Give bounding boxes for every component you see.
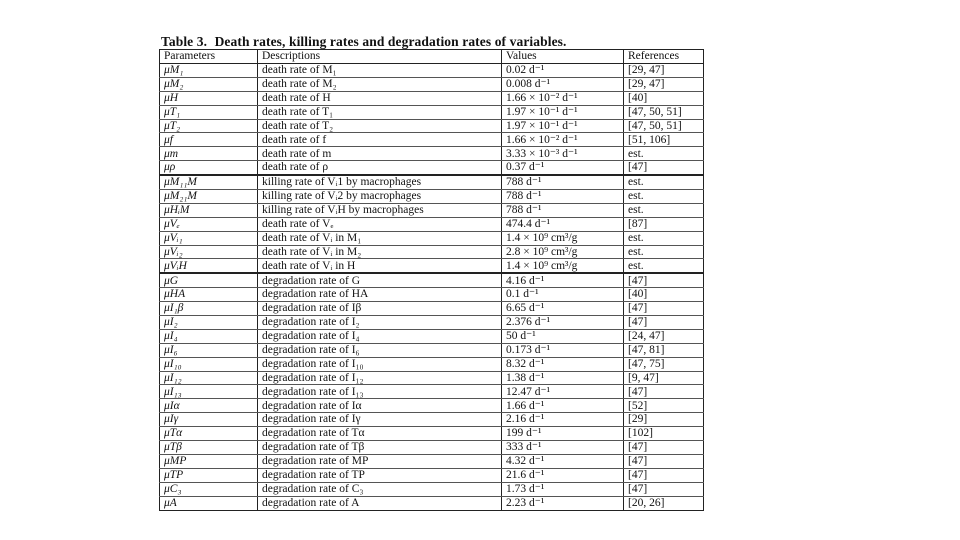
reference-cell: [47] — [624, 273, 704, 287]
reference-cell: [102] — [624, 427, 704, 441]
description-cell: degradation rate of C₃ — [258, 482, 502, 496]
table-row — [160, 273, 704, 287]
value-cell: 4.16 d⁻¹ — [502, 273, 624, 287]
value-cell: 1.4 × 10⁹ cm³/g — [502, 231, 624, 245]
table-row — [160, 482, 704, 496]
value-cell: 12.47 d⁻¹ — [502, 385, 624, 399]
param-cell: μT₁ — [160, 105, 258, 119]
table-row — [160, 133, 704, 147]
description-cell: degradation rate of Tβ — [258, 441, 502, 455]
param-cell: μM₁ — [160, 64, 258, 78]
table-row — [160, 77, 704, 91]
value-cell: 1.73 d⁻¹ — [502, 482, 624, 496]
value-cell: 0.37 d⁻¹ — [502, 161, 624, 175]
table-row — [160, 316, 704, 330]
reference-cell: [47] — [624, 454, 704, 468]
value-cell: 6.65 d⁻¹ — [502, 302, 624, 316]
value-cell: 788 d⁻¹ — [502, 175, 624, 189]
group-degradation-rates — [160, 273, 704, 510]
reference-cell: est. — [624, 231, 704, 245]
param-cell: μVᵢ₂ — [160, 245, 258, 259]
value-cell: 474.4 d⁻¹ — [502, 217, 624, 231]
param-cell: μM₁₁M — [160, 175, 258, 189]
table-row — [160, 161, 704, 175]
description-cell: degradation rate of Iβ — [258, 302, 502, 316]
reference-cell: [24, 47] — [624, 329, 704, 343]
reference-cell: [47] — [624, 302, 704, 316]
reference-cell: [52] — [624, 399, 704, 413]
description-cell: death rate of m — [258, 147, 502, 161]
table-row — [160, 91, 704, 105]
value-cell: 2.23 d⁻¹ — [502, 496, 624, 510]
param-cell: μf — [160, 133, 258, 147]
table-row — [160, 203, 704, 217]
param-cell: μH — [160, 91, 258, 105]
table-row — [160, 468, 704, 482]
param-cell: μM₂ — [160, 77, 258, 91]
reference-cell: [47] — [624, 441, 704, 455]
param-cell: μI₁₀ — [160, 357, 258, 371]
value-cell: 2.8 × 10⁹ cm³/g — [502, 245, 624, 259]
reference-cell: [47, 50, 51] — [624, 105, 704, 119]
param-cell: μIγ — [160, 413, 258, 427]
param-cell: μI₆ — [160, 343, 258, 357]
reference-cell: est. — [624, 190, 704, 204]
param-cell: μIα — [160, 399, 258, 413]
description-cell: degradation rate of I₂ — [258, 316, 502, 330]
table-row — [160, 357, 704, 371]
header-references: References — [624, 50, 704, 64]
table-row — [160, 231, 704, 245]
param-cell: μG — [160, 273, 258, 287]
header-descriptions: Descriptions — [258, 50, 502, 64]
value-cell: 0.173 d⁻¹ — [502, 343, 624, 357]
param-cell: μHᵢM — [160, 203, 258, 217]
value-cell: 1.66 × 10⁻² d⁻¹ — [502, 133, 624, 147]
reference-cell: est. — [624, 147, 704, 161]
description-cell: degradation rate of G — [258, 273, 502, 287]
description-cell: degradation rate of I₆ — [258, 343, 502, 357]
value-cell: 8.32 d⁻¹ — [502, 357, 624, 371]
description-cell: death rate of Vₑ — [258, 217, 502, 231]
table-row — [160, 399, 704, 413]
param-cell: μm — [160, 147, 258, 161]
param-cell: μTβ — [160, 441, 258, 455]
table-row — [160, 175, 704, 189]
header-values: Values — [502, 50, 624, 64]
value-cell: 0.02 d⁻¹ — [502, 64, 624, 78]
value-cell: 333 d⁻¹ — [502, 441, 624, 455]
description-cell: degradation rate of I₁₂ — [258, 371, 502, 385]
param-cell: μMP — [160, 454, 258, 468]
param-cell: μI₁β — [160, 302, 258, 316]
reference-cell: [47] — [624, 468, 704, 482]
param-cell: μT₂ — [160, 119, 258, 133]
description-cell: killing rate of VᵢH by macrophages — [258, 203, 502, 217]
reference-cell: est. — [624, 259, 704, 273]
description-cell: degradation rate of Iα — [258, 399, 502, 413]
reference-cell: [47, 50, 51] — [624, 119, 704, 133]
reference-cell: [20, 26] — [624, 496, 704, 510]
description-cell: killing rate of Vᵢ2 by macrophages — [258, 190, 502, 204]
value-cell: 1.38 d⁻¹ — [502, 371, 624, 385]
value-cell: 1.97 × 10⁻¹ d⁻¹ — [502, 105, 624, 119]
description-cell: death rate of Vᵢ in M₂ — [258, 245, 502, 259]
group-death-rates — [160, 64, 704, 176]
value-cell: 21.6 d⁻¹ — [502, 468, 624, 482]
table-row — [160, 427, 704, 441]
table-row — [160, 343, 704, 357]
reference-cell: [9, 47] — [624, 371, 704, 385]
value-cell: 1.4 × 10⁹ cm³/g — [502, 259, 624, 273]
param-cell: μTP — [160, 468, 258, 482]
description-cell: degradation rate of Tα — [258, 427, 502, 441]
param-cell: μI₄ — [160, 329, 258, 343]
caption-text: Death rates, killing rates and degradation rates of variables. — [214, 34, 567, 49]
description-cell: death rate of Vᵢ in H — [258, 259, 502, 273]
reference-cell: [29, 47] — [624, 77, 704, 91]
description-cell: degradation rate of I₁₃ — [258, 385, 502, 399]
description-cell: death rate of M₂ — [258, 77, 502, 91]
description-cell: death rate of Vᵢ in M₁ — [258, 231, 502, 245]
param-cell: μTα — [160, 427, 258, 441]
description-cell: killing rate of Vᵢ1 by macrophages — [258, 175, 502, 189]
param-cell: μC₃ — [160, 482, 258, 496]
description-cell: degradation rate of HA — [258, 288, 502, 302]
description-cell: death rate of T₁ — [258, 105, 502, 119]
table-row — [160, 441, 704, 455]
reference-cell: [47] — [624, 482, 704, 496]
value-cell: 2.376 d⁻¹ — [502, 316, 624, 330]
table-header-row — [160, 50, 704, 64]
param-cell: μI₁₂ — [160, 371, 258, 385]
value-cell: 1.66 d⁻¹ — [502, 399, 624, 413]
description-cell: degradation rate of Iγ — [258, 413, 502, 427]
table-row — [160, 454, 704, 468]
value-cell: 788 d⁻¹ — [502, 190, 624, 204]
description-cell: degradation rate of TP — [258, 468, 502, 482]
header-parameters: Parameters — [160, 50, 258, 64]
param-cell: μVₑ — [160, 217, 258, 231]
description-cell: death rate of ρ — [258, 161, 502, 175]
group-killing-rates — [160, 175, 704, 273]
description-cell: death rate of H — [258, 91, 502, 105]
reference-cell: est. — [624, 203, 704, 217]
value-cell: 2.16 d⁻¹ — [502, 413, 624, 427]
table-caption — [161, 34, 567, 50]
table-row — [160, 119, 704, 133]
reference-cell: est. — [624, 175, 704, 189]
caption-label: Table 3. — [161, 34, 208, 49]
table-row — [160, 288, 704, 302]
param-cell: μVᵢH — [160, 259, 258, 273]
reference-cell: [29, 47] — [624, 64, 704, 78]
param-cell: μVᵢ₁ — [160, 231, 258, 245]
value-cell: 1.97 × 10⁻¹ d⁻¹ — [502, 119, 624, 133]
table-row — [160, 217, 704, 231]
param-cell: μI₂ — [160, 316, 258, 330]
table-row — [160, 385, 704, 399]
table-row — [160, 147, 704, 161]
param-cell: μA — [160, 496, 258, 510]
param-cell: μI₁₃ — [160, 385, 258, 399]
reference-cell: [47] — [624, 161, 704, 175]
description-cell: degradation rate of I₁₀ — [258, 357, 502, 371]
description-cell: degradation rate of I₄ — [258, 329, 502, 343]
param-cell: μM₂₁M — [160, 190, 258, 204]
value-cell: 0.008 d⁻¹ — [502, 77, 624, 91]
value-cell: 4.32 d⁻¹ — [502, 454, 624, 468]
reference-cell: [29] — [624, 413, 704, 427]
reference-cell: [47] — [624, 385, 704, 399]
description-cell: degradation rate of MP — [258, 454, 502, 468]
param-cell: μρ — [160, 161, 258, 175]
table-row — [160, 64, 704, 78]
reference-cell: [40] — [624, 91, 704, 105]
reference-cell: [51, 106] — [624, 133, 704, 147]
reference-cell: [40] — [624, 288, 704, 302]
value-cell: 199 d⁻¹ — [502, 427, 624, 441]
value-cell: 50 d⁻¹ — [502, 329, 624, 343]
table-row — [160, 105, 704, 119]
value-cell: 788 d⁻¹ — [502, 203, 624, 217]
value-cell: 3.33 × 10⁻³ d⁻¹ — [502, 147, 624, 161]
table-row — [160, 259, 704, 273]
table-row — [160, 302, 704, 316]
reference-cell: [47] — [624, 316, 704, 330]
description-cell: death rate of T₂ — [258, 119, 502, 133]
value-cell: 1.66 × 10⁻² d⁻¹ — [502, 91, 624, 105]
description-cell: death rate of f — [258, 133, 502, 147]
description-cell: degradation rate of A — [258, 496, 502, 510]
table-row — [160, 371, 704, 385]
reference-cell: [47, 75] — [624, 357, 704, 371]
param-cell: μHA — [160, 288, 258, 302]
description-cell: death rate of M₁ — [258, 64, 502, 78]
reference-cell: [47, 81] — [624, 343, 704, 357]
table-row — [160, 329, 704, 343]
reference-cell: est. — [624, 245, 704, 259]
table-row — [160, 190, 704, 204]
parameter-table — [159, 49, 704, 511]
table-row — [160, 413, 704, 427]
value-cell: 0.1 d⁻¹ — [502, 288, 624, 302]
table-row — [160, 245, 704, 259]
reference-cell: [87] — [624, 217, 704, 231]
table-row — [160, 496, 704, 510]
